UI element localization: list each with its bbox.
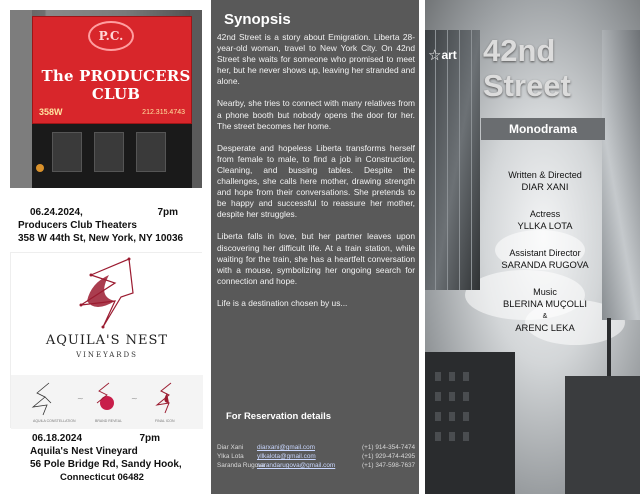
title-line-1: 42nd: [483, 33, 556, 68]
constellation-icon: [11, 375, 203, 419]
vineyard-name: AQUILA'S NEST: [45, 333, 169, 348]
event-producers-club: [18, 206, 203, 245]
left-panel: [0, 0, 210, 494]
art-logo: ☆art: [428, 47, 457, 64]
poster-title: [483, 33, 623, 103]
contacts-list: [217, 443, 417, 470]
event2-state: Connecticut 06482: [60, 472, 144, 483]
synopsis-paragraph: Desperate and hopeless Liberta transforms herself from female to male, to find a job in Construction, Cleaning, and bussing tables. Despite the challenges, she calls here mother, drawing strength and hope from their conversations. She pretends to be happy and successful to reassure her mother, despite her struggles.: [217, 142, 415, 220]
event1-address: 358 W 44th St, New York, NY 10036: [18, 233, 184, 244]
poster-panel: [425, 0, 640, 494]
event2-venue: Aquila's Nest Vineyard: [30, 446, 138, 457]
subtitle-band: Monodrama: [481, 118, 605, 140]
event-aquilas-nest: [30, 432, 210, 484]
synopsis-body: [217, 32, 415, 320]
aquilas-nest-logo: [10, 252, 202, 428]
vineyard-sub: VINEYARDS: [76, 351, 138, 359]
contact-row: [217, 461, 417, 470]
synopsis-panel: [211, 0, 419, 494]
contact-email-link[interactable]: diarxani@gmail.com: [257, 444, 315, 451]
contact-email-link[interactable]: sarandarugova@gmail.com: [257, 462, 336, 469]
event1-time: 7pm: [157, 207, 178, 218]
event1-venue: Producers Club Theaters: [18, 220, 137, 231]
awning-number: 358W: [39, 107, 63, 117]
svg-text:~: ~: [77, 394, 84, 403]
storefront: [32, 124, 192, 188]
contact-email-link[interactable]: yllkalota@gmail.com: [257, 453, 316, 460]
event2-time: 7pm: [139, 433, 160, 444]
synopsis-paragraph: Nearby, she tries to connect with many relatives from a phone booth but nobody opens the door for her. The street becomes her home.: [217, 98, 415, 131]
awning-logo: P.C.: [88, 21, 134, 51]
caption-constellation: AQUILA CONSTELLATION: [33, 419, 76, 423]
producers-club-awning: [32, 16, 192, 124]
contact-phone: (+1) 347-598-7637: [362, 462, 416, 469]
caption-final-icon: FINAL ICON: [155, 419, 175, 423]
synopsis-closing: Life is a destination chosen by us...: [217, 297, 348, 308]
awning-name: The PRODUCERS CLUB: [41, 67, 191, 103]
building-bottom-right: [565, 376, 640, 494]
credit-music-1: BLERINA MUÇOLLI: [503, 298, 587, 309]
contact-phone: (+1) 914-354-7474: [362, 444, 416, 451]
contact-name: Saranda Rugova: [217, 462, 265, 469]
reservation-heading: For Reservation details: [226, 411, 332, 422]
credit-assistant-director: SARANDA RUGOVA: [501, 259, 589, 270]
synopsis-paragraph: 42nd Street is a story about Emigration. Liberta 28-year-old woman, travel to New York City. On 42nd Street she waits for someone who promised to meet her, but he never shows up, leaving her stranded and alone.: [217, 32, 415, 87]
contact-row: [217, 443, 417, 452]
credit-writer: DIAR XANI: [521, 181, 569, 192]
event2-date: 06.18.2024: [32, 433, 83, 444]
credit-role-actress: Actress: [529, 209, 561, 219]
credit-actress: YLLKA LOTA: [517, 220, 573, 231]
credit-role-writer: Written & Directed: [508, 170, 582, 180]
svg-text:~: ~: [131, 394, 138, 403]
logo-process-strip: [11, 375, 203, 429]
contact-phone: (+1) 929-474-4295: [362, 453, 416, 460]
credit-music-2: ARENC LEKA: [515, 322, 575, 333]
credit-role-assistant-director: Assistant Director: [509, 248, 581, 258]
contact-row: [217, 452, 417, 461]
synopsis-title: Synopsis: [224, 11, 291, 28]
credit-ampersand: &: [542, 313, 548, 320]
star-icon: ☆: [428, 47, 442, 64]
producers-club-photo: [10, 10, 202, 188]
event2-address: 56 Pole Bridge Rd, Sandy Hook,: [30, 459, 182, 470]
awning-phone: 212.315.4743: [142, 109, 185, 116]
contact-name: Ylka Lota: [217, 453, 244, 460]
title-line-2: Street: [483, 68, 571, 103]
credit-role-music: Music: [533, 287, 557, 297]
contact-name: Diar Xani: [217, 444, 244, 451]
skyscraper-left: [425, 30, 480, 290]
aquila-bird-icon: [11, 253, 203, 333]
synopsis-paragraph: Liberta falls in love, but her partner leaves upon discovering her difficult life. At a train station, while waiting for the train, she has a heartfelt conversation with a mouse, symbolizing her ongoing search for connection and hope.: [217, 231, 415, 286]
caption-brand-reveal: BRAND REVEAL: [95, 419, 123, 423]
credits-list: [480, 170, 610, 350]
building-bottom-left: [425, 352, 515, 494]
event1-date: 06.24.2024,: [30, 207, 83, 218]
